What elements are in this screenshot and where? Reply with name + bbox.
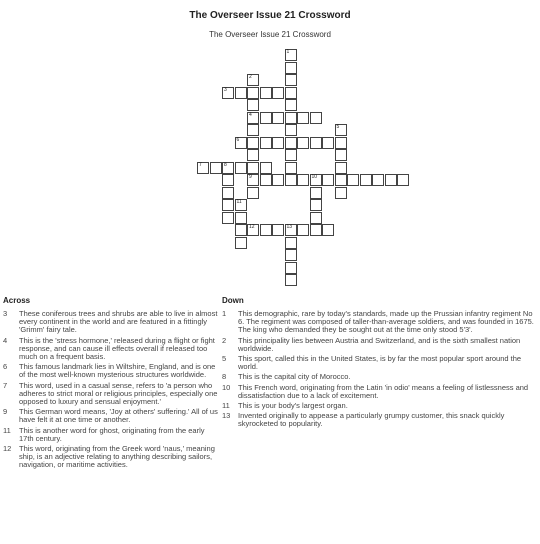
grid-cell[interactable]	[260, 162, 272, 174]
grid-cell[interactable]	[235, 162, 247, 174]
clue-text: These coniferous trees and shrubs are able to live in almost every continent in the world and are featured in a fittingly 'Grimm' fairy tale.	[19, 309, 218, 335]
cell-number: 6	[236, 136, 240, 143]
clue-number: 4	[3, 335, 8, 345]
grid-cell[interactable]	[235, 237, 247, 249]
grid-cell[interactable]	[260, 224, 272, 236]
clue-text: This sport, called this in the United States, is by far the most popular sport around the world.	[238, 354, 522, 372]
clue-number: 8	[222, 372, 227, 382]
clue-text: This word, used in a casual sense, refers to 'a person who adheres to strict moral or religious principles, especially one opposed to luxury and sensual enjoyment.'	[19, 380, 218, 407]
grid-cell[interactable]	[310, 137, 322, 149]
grid-cell[interactable]	[285, 174, 297, 186]
clue-number: 5	[222, 354, 227, 364]
cell-number: 11	[236, 199, 242, 205]
down-clues	[222, 296, 538, 431]
clue-number: 6	[3, 362, 8, 372]
grid-cell[interactable]	[285, 274, 297, 286]
puzzle-subtitle: The Overseer Issue 21 Crossword	[209, 30, 331, 39]
grid-cell[interactable]	[272, 87, 284, 99]
clue-down-2[interactable]	[222, 337, 538, 353]
clue-text: This is another word for ghost, originating from the early 17th century.	[19, 425, 205, 443]
grid-cell[interactable]	[235, 137, 247, 149]
grid-cell[interactable]	[235, 87, 247, 99]
grid-cell[interactable]	[285, 49, 297, 61]
grid-cell[interactable]	[372, 174, 384, 186]
grid-cell[interactable]	[272, 174, 284, 186]
clue-down-1[interactable]	[222, 310, 538, 335]
grid-cell[interactable]	[247, 112, 259, 124]
across-heading: Across	[3, 296, 31, 305]
grid-cell[interactable]	[197, 162, 209, 174]
clue-number: 13	[222, 411, 231, 421]
grid-cell[interactable]	[272, 112, 284, 124]
grid-cell[interactable]	[285, 237, 297, 249]
grid-cell[interactable]	[297, 112, 309, 124]
grid-cell[interactable]	[272, 137, 284, 149]
cell-number: 9	[249, 174, 252, 180]
grid-cell[interactable]	[310, 187, 322, 199]
cell-number: 1	[286, 49, 290, 55]
grid-cell[interactable]	[335, 137, 347, 149]
grid-cell[interactable]	[247, 224, 259, 236]
grid-cell[interactable]	[222, 187, 234, 199]
cell-number: 10	[311, 174, 318, 180]
grid-cell[interactable]	[285, 224, 297, 236]
grid-cell[interactable]	[260, 112, 272, 124]
grid-cell[interactable]	[260, 174, 272, 186]
across-clues	[3, 296, 219, 472]
grid-cell[interactable]	[247, 187, 259, 199]
grid-cell[interactable]	[360, 174, 372, 186]
clue-text: This demographic, rare by today's standards, made up the Prussian infantry regiment No 6. The regiment was composed of taller-than-average soldiers, and was founded in 1675. The king who demanded they be sought out at the time only stood 5'3'.	[238, 309, 534, 335]
clue-number: 11	[3, 425, 11, 435]
grid-cell[interactable]	[222, 174, 234, 186]
grid-cell[interactable]	[297, 224, 309, 236]
grid-cell[interactable]	[310, 199, 322, 211]
grid-cell[interactable]	[285, 87, 297, 99]
grid-cell[interactable]	[222, 87, 234, 99]
clue-across-6[interactable]	[3, 363, 219, 379]
clue-text: Invented originally to appease a particularly grumpy customer, this snack quickly skyrocketed to popularity.	[238, 411, 505, 429]
grid-cell[interactable]	[247, 137, 259, 149]
grid-cell[interactable]	[297, 174, 309, 186]
clue-number: 9	[3, 407, 8, 417]
grid-cell[interactable]	[260, 87, 272, 99]
grid-cell[interactable]	[322, 137, 334, 149]
grid-cell[interactable]	[222, 199, 234, 211]
cell-number: 2	[249, 74, 252, 80]
grid-cell[interactable]	[285, 74, 297, 86]
clue-across-7[interactable]	[3, 382, 219, 407]
cell-number: 7	[199, 161, 202, 168]
clue-text: This French word, originating from the Latin 'in odio' means a feeling of listlessness and dissatisfaction due to a lack of excitement.	[238, 382, 529, 400]
clue-text: This word, originating from the Greek word 'naus,' meaning ship, is an adjective relating to anything describing sailors, navigation, or maritime activities.	[19, 444, 215, 470]
grid-cell[interactable]	[235, 212, 247, 224]
grid-cell[interactable]	[272, 224, 284, 236]
grid-cell[interactable]	[285, 137, 297, 149]
grid-cell[interactable]	[285, 262, 297, 274]
down-heading: Down	[222, 296, 244, 305]
clue-across-11[interactable]	[3, 427, 219, 443]
grid-cell[interactable]	[235, 199, 247, 211]
grid-cell[interactable]	[210, 162, 222, 174]
grid-cell[interactable]	[335, 149, 347, 161]
grid-cell[interactable]	[335, 174, 347, 186]
clue-down-11[interactable]	[222, 402, 538, 410]
cell-number: 3	[224, 86, 227, 93]
clue-number: 12	[3, 444, 12, 454]
grid-cell[interactable]	[335, 162, 347, 174]
clue-across-3[interactable]	[3, 310, 219, 335]
grid-cell[interactable]	[285, 249, 297, 261]
grid-cell[interactable]	[285, 62, 297, 74]
grid-cell[interactable]	[285, 99, 297, 111]
grid-cell[interactable]	[310, 212, 322, 224]
grid-cell[interactable]	[247, 124, 259, 136]
clue-down-13[interactable]	[222, 412, 538, 428]
clue-text: This principality lies between Austria and Switzerland, and is the sixth smallest nation worldwide.	[238, 335, 521, 353]
grid-cell[interactable]	[247, 174, 259, 186]
grid-cell[interactable]	[310, 224, 322, 236]
clue-down-10[interactable]	[222, 384, 538, 400]
clue-number: 1	[222, 309, 227, 318]
grid-cell[interactable]	[335, 187, 347, 199]
clue-text: This is your body's largest organ.	[238, 401, 348, 411]
cell-number: 4	[249, 111, 252, 118]
grid-cell[interactable]	[247, 74, 259, 86]
grid-cell[interactable]	[222, 162, 234, 174]
clue-number: 2	[222, 335, 227, 345]
grid-cell[interactable]	[222, 212, 234, 224]
clue-text: This is the capital city of Morocco.	[238, 372, 351, 382]
clue-down-5[interactable]	[222, 355, 538, 371]
grid-cell[interactable]	[322, 174, 334, 186]
clue-number: 10	[222, 382, 231, 392]
grid-cell[interactable]	[297, 137, 309, 149]
grid-cell[interactable]	[235, 224, 247, 236]
grid-cell[interactable]	[247, 87, 259, 99]
grid-cell[interactable]	[285, 112, 297, 124]
clue-number: 11	[222, 401, 230, 411]
clue-across-12[interactable]	[3, 445, 219, 470]
clue-across-4[interactable]	[3, 337, 219, 362]
cell-number: 8	[224, 161, 227, 168]
clue-number: 7	[3, 380, 8, 390]
clue-text: This is the 'stress hormone,' released during a flight or fight response, and can cause ill effects overall if released too much on a frequent basis.	[19, 335, 215, 362]
grid-cell[interactable]	[247, 99, 259, 111]
grid-cell[interactable]	[385, 174, 397, 186]
cell-number: 13	[286, 224, 293, 230]
grid-cell[interactable]	[260, 137, 272, 149]
clue-text: This German word means, 'Joy at others' suffering.' All of us have felt it at one time or another.	[19, 407, 218, 425]
grid-cell[interactable]	[322, 224, 334, 236]
cell-number: 5	[336, 124, 340, 130]
grid-cell[interactable]	[285, 162, 297, 174]
page-title: The Overseer Issue 21 Crossword	[189, 10, 351, 21]
clue-down-8[interactable]	[222, 373, 538, 381]
grid-cell[interactable]	[347, 174, 359, 186]
grid-cell[interactable]	[310, 112, 322, 124]
clue-text: This famous landmark lies in Wiltshire, England, and is one of the most well-known mysterious structures worldwide.	[19, 362, 216, 380]
grid-cell[interactable]	[285, 124, 297, 136]
grid-cell[interactable]	[335, 124, 347, 136]
grid-cell[interactable]	[310, 174, 322, 186]
cell-number: 12	[249, 224, 255, 230]
clue-number: 3	[3, 309, 8, 318]
grid-cell[interactable]	[247, 162, 259, 174]
grid-cell[interactable]	[285, 149, 297, 161]
grid-cell[interactable]	[397, 174, 409, 186]
grid-cell[interactable]	[247, 149, 259, 161]
clue-across-9[interactable]	[3, 408, 219, 424]
